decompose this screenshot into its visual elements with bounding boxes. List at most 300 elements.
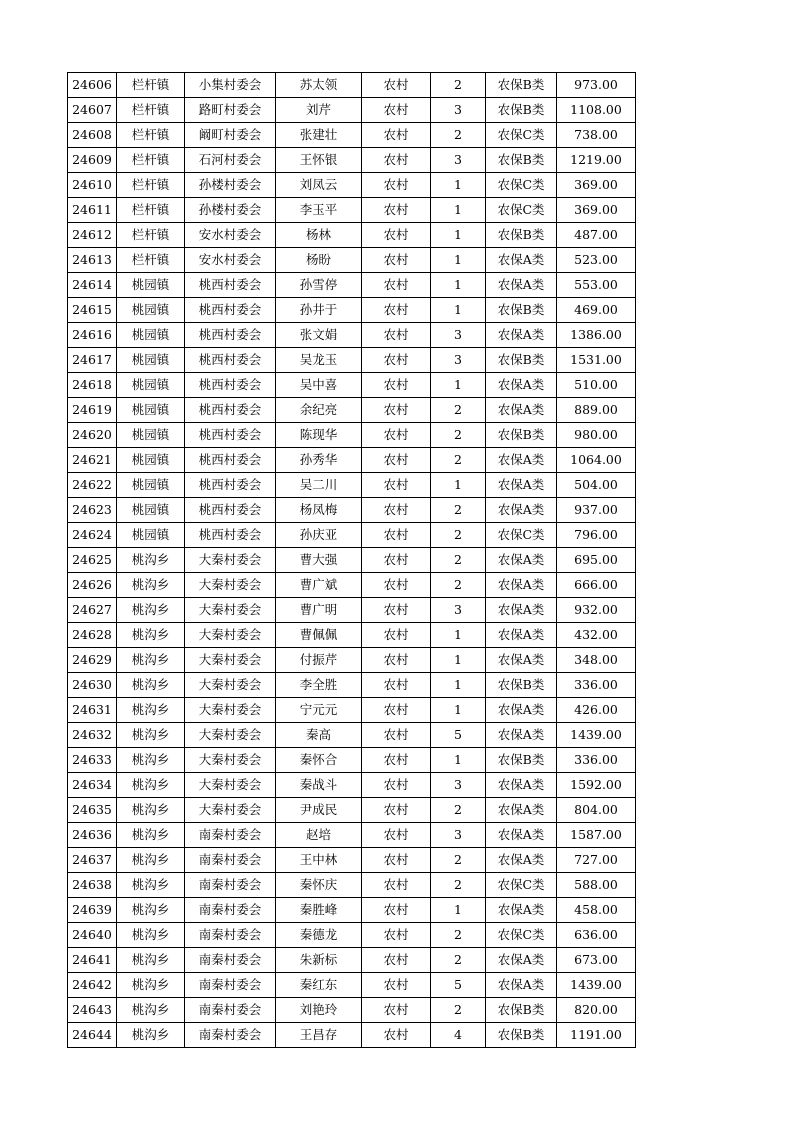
- area-type-cell: 农村: [362, 698, 431, 723]
- town-cell: 桃沟乡: [117, 573, 185, 598]
- town-cell: 桃园镇: [117, 473, 185, 498]
- area-type-cell: 农村: [362, 723, 431, 748]
- household-size-cell: 5: [431, 723, 486, 748]
- household-size-cell: 2: [431, 923, 486, 948]
- town-cell: 桃沟乡: [117, 848, 185, 873]
- village-committee-cell: 南秦村委会: [185, 848, 276, 873]
- amount-cell: 1439.00: [557, 723, 636, 748]
- insurance-category-cell: 农保A类: [486, 448, 557, 473]
- amount-cell: 504.00: [557, 473, 636, 498]
- household-size-cell: 1: [431, 473, 486, 498]
- insurance-category-cell: 农保B类: [486, 998, 557, 1023]
- amount-cell: 666.00: [557, 573, 636, 598]
- town-cell: 桃园镇: [117, 498, 185, 523]
- town-cell: 桃园镇: [117, 298, 185, 323]
- area-type-cell: 农村: [362, 773, 431, 798]
- insurance-category-cell: 农保B类: [486, 1023, 557, 1048]
- insurance-category-cell: 农保A类: [486, 248, 557, 273]
- area-type-cell: 农村: [362, 448, 431, 473]
- table-row: [68, 998, 636, 1023]
- area-type-cell: 农村: [362, 923, 431, 948]
- household-size-cell: 1: [431, 198, 486, 223]
- insurance-category-cell: 农保B类: [486, 298, 557, 323]
- table-row: [68, 923, 636, 948]
- record-id-cell: 24626: [68, 573, 117, 598]
- insurance-category-cell: 农保A类: [486, 498, 557, 523]
- name-cell: 孙雪停: [276, 273, 362, 298]
- table-row: [68, 623, 636, 648]
- town-cell: 桃沟乡: [117, 873, 185, 898]
- village-committee-cell: 桃西村委会: [185, 348, 276, 373]
- household-size-cell: 1: [431, 273, 486, 298]
- record-id-cell: 24642: [68, 973, 117, 998]
- amount-cell: 738.00: [557, 123, 636, 148]
- table-row: [68, 73, 636, 98]
- table-row: [68, 723, 636, 748]
- household-size-cell: 2: [431, 398, 486, 423]
- household-size-cell: 1: [431, 898, 486, 923]
- household-size-cell: 3: [431, 148, 486, 173]
- area-type-cell: 农村: [362, 473, 431, 498]
- area-type-cell: 农村: [362, 948, 431, 973]
- record-id-cell: 24627: [68, 598, 117, 623]
- village-committee-cell: 孙楼村委会: [185, 198, 276, 223]
- village-committee-cell: 孙楼村委会: [185, 173, 276, 198]
- area-type-cell: 农村: [362, 873, 431, 898]
- area-type-cell: 农村: [362, 398, 431, 423]
- household-size-cell: 2: [431, 848, 486, 873]
- household-size-cell: 2: [431, 448, 486, 473]
- name-cell: 王中林: [276, 848, 362, 873]
- table-row: [68, 273, 636, 298]
- household-size-cell: 2: [431, 523, 486, 548]
- town-cell: 桃沟乡: [117, 898, 185, 923]
- town-cell: 桃沟乡: [117, 823, 185, 848]
- household-size-cell: 5: [431, 973, 486, 998]
- village-committee-cell: 南秦村委会: [185, 898, 276, 923]
- record-id-cell: 24620: [68, 423, 117, 448]
- household-size-cell: 2: [431, 948, 486, 973]
- village-committee-cell: 桃西村委会: [185, 323, 276, 348]
- amount-cell: 636.00: [557, 923, 636, 948]
- insurance-category-cell: 农保B类: [486, 423, 557, 448]
- record-id-cell: 24635: [68, 798, 117, 823]
- insurance-category-cell: 农保A类: [486, 373, 557, 398]
- name-cell: 苏太领: [276, 73, 362, 98]
- area-type-cell: 农村: [362, 148, 431, 173]
- name-cell: 付振芹: [276, 648, 362, 673]
- amount-cell: 932.00: [557, 598, 636, 623]
- village-committee-cell: 大秦村委会: [185, 598, 276, 623]
- record-id-cell: 24625: [68, 548, 117, 573]
- table-row: [68, 173, 636, 198]
- town-cell: 桃沟乡: [117, 723, 185, 748]
- insurance-category-cell: 农保A类: [486, 898, 557, 923]
- name-cell: 秦胜峰: [276, 898, 362, 923]
- village-committee-cell: 南秦村委会: [185, 923, 276, 948]
- town-cell: 桃沟乡: [117, 998, 185, 1023]
- town-cell: 桃园镇: [117, 448, 185, 473]
- village-committee-cell: 石河村委会: [185, 148, 276, 173]
- amount-cell: 673.00: [557, 948, 636, 973]
- area-type-cell: 农村: [362, 423, 431, 448]
- household-size-cell: 1: [431, 173, 486, 198]
- name-cell: 王昌存: [276, 1023, 362, 1048]
- name-cell: 张建壮: [276, 123, 362, 148]
- name-cell: 孙井于: [276, 298, 362, 323]
- household-size-cell: 1: [431, 298, 486, 323]
- amount-cell: 1386.00: [557, 323, 636, 348]
- insurance-category-cell: 农保A类: [486, 973, 557, 998]
- village-committee-cell: 大秦村委会: [185, 723, 276, 748]
- area-type-cell: 农村: [362, 523, 431, 548]
- table-row: [68, 573, 636, 598]
- insurance-category-cell: 农保C类: [486, 873, 557, 898]
- table-row: [68, 473, 636, 498]
- name-cell: 曹佩佩: [276, 623, 362, 648]
- table-row: [68, 973, 636, 998]
- record-id-cell: 24634: [68, 773, 117, 798]
- name-cell: 孙秀华: [276, 448, 362, 473]
- table-row: [68, 298, 636, 323]
- record-id-cell: 24641: [68, 948, 117, 973]
- table-body: [68, 73, 636, 1048]
- town-cell: 桃沟乡: [117, 748, 185, 773]
- village-committee-cell: 桃西村委会: [185, 298, 276, 323]
- town-cell: 桃园镇: [117, 423, 185, 448]
- town-cell: 栏杆镇: [117, 198, 185, 223]
- household-size-cell: 2: [431, 498, 486, 523]
- name-cell: 朱新标: [276, 948, 362, 973]
- household-size-cell: 1: [431, 373, 486, 398]
- amount-cell: 469.00: [557, 298, 636, 323]
- record-id-cell: 24612: [68, 223, 117, 248]
- insurance-category-cell: 农保A类: [486, 648, 557, 673]
- village-committee-cell: 南秦村委会: [185, 1023, 276, 1048]
- insurance-category-cell: 农保A类: [486, 573, 557, 598]
- name-cell: 秦怀合: [276, 748, 362, 773]
- name-cell: 赵培: [276, 823, 362, 848]
- name-cell: 李全胜: [276, 673, 362, 698]
- amount-cell: 1064.00: [557, 448, 636, 473]
- amount-cell: 369.00: [557, 198, 636, 223]
- town-cell: 桃沟乡: [117, 1023, 185, 1048]
- amount-cell: 432.00: [557, 623, 636, 648]
- area-type-cell: 农村: [362, 273, 431, 298]
- record-id-cell: 24643: [68, 998, 117, 1023]
- name-cell: 杨凤梅: [276, 498, 362, 523]
- household-size-cell: 2: [431, 423, 486, 448]
- amount-cell: 804.00: [557, 798, 636, 823]
- table-row: [68, 248, 636, 273]
- village-committee-cell: 桃西村委会: [185, 523, 276, 548]
- table-row: [68, 798, 636, 823]
- insurance-category-cell: 农保A类: [486, 773, 557, 798]
- record-id-cell: 24633: [68, 748, 117, 773]
- name-cell: 尹成民: [276, 798, 362, 823]
- area-type-cell: 农村: [362, 848, 431, 873]
- insurance-category-cell: 农保C类: [486, 923, 557, 948]
- village-committee-cell: 大秦村委会: [185, 623, 276, 648]
- household-size-cell: 1: [431, 648, 486, 673]
- amount-cell: 369.00: [557, 173, 636, 198]
- household-size-cell: 2: [431, 123, 486, 148]
- area-type-cell: 农村: [362, 973, 431, 998]
- record-id-cell: 24636: [68, 823, 117, 848]
- area-type-cell: 农村: [362, 173, 431, 198]
- name-cell: 杨盼: [276, 248, 362, 273]
- town-cell: 栏杆镇: [117, 123, 185, 148]
- village-committee-cell: 南秦村委会: [185, 873, 276, 898]
- town-cell: 桃沟乡: [117, 973, 185, 998]
- area-type-cell: 农村: [362, 198, 431, 223]
- name-cell: 宁元元: [276, 698, 362, 723]
- name-cell: 曹广明: [276, 598, 362, 623]
- village-committee-cell: 南秦村委会: [185, 973, 276, 998]
- amount-cell: 336.00: [557, 673, 636, 698]
- household-size-cell: 1: [431, 698, 486, 723]
- insurance-category-cell: 农保A类: [486, 548, 557, 573]
- name-cell: 曹大强: [276, 548, 362, 573]
- household-size-cell: 1: [431, 673, 486, 698]
- town-cell: 桃沟乡: [117, 773, 185, 798]
- amount-cell: 1439.00: [557, 973, 636, 998]
- area-type-cell: 农村: [362, 298, 431, 323]
- record-id-cell: 24609: [68, 148, 117, 173]
- area-type-cell: 农村: [362, 623, 431, 648]
- insurance-category-cell: 农保B类: [486, 673, 557, 698]
- table-row: [68, 748, 636, 773]
- name-cell: 吴中喜: [276, 373, 362, 398]
- table-row: [68, 823, 636, 848]
- town-cell: 桃沟乡: [117, 673, 185, 698]
- name-cell: 杨林: [276, 223, 362, 248]
- area-type-cell: 农村: [362, 323, 431, 348]
- town-cell: 桃沟乡: [117, 598, 185, 623]
- record-id-cell: 24628: [68, 623, 117, 648]
- table-row: [68, 398, 636, 423]
- table-row: [68, 848, 636, 873]
- amount-cell: 980.00: [557, 423, 636, 448]
- record-id-cell: 24637: [68, 848, 117, 873]
- area-type-cell: 农村: [362, 373, 431, 398]
- household-size-cell: 1: [431, 623, 486, 648]
- area-type-cell: 农村: [362, 348, 431, 373]
- town-cell: 栏杆镇: [117, 223, 185, 248]
- amount-cell: 973.00: [557, 73, 636, 98]
- name-cell: 张文娟: [276, 323, 362, 348]
- insurance-category-cell: 农保A类: [486, 473, 557, 498]
- insurance-category-cell: 农保A类: [486, 798, 557, 823]
- area-type-cell: 农村: [362, 123, 431, 148]
- village-committee-cell: 桃西村委会: [185, 498, 276, 523]
- town-cell: 栏杆镇: [117, 73, 185, 98]
- insurance-category-cell: 农保A类: [486, 273, 557, 298]
- town-cell: 桃沟乡: [117, 548, 185, 573]
- name-cell: 秦高: [276, 723, 362, 748]
- table-row: [68, 98, 636, 123]
- record-id-cell: 24615: [68, 298, 117, 323]
- village-committee-cell: 安水村委会: [185, 248, 276, 273]
- record-id-cell: 24640: [68, 923, 117, 948]
- name-cell: 吴二川: [276, 473, 362, 498]
- town-cell: 桃沟乡: [117, 948, 185, 973]
- amount-cell: 1531.00: [557, 348, 636, 373]
- village-committee-cell: 桃西村委会: [185, 423, 276, 448]
- record-id-cell: 24617: [68, 348, 117, 373]
- amount-cell: 1108.00: [557, 98, 636, 123]
- amount-cell: 458.00: [557, 898, 636, 923]
- record-id-cell: 24621: [68, 448, 117, 473]
- amount-cell: 727.00: [557, 848, 636, 873]
- insurance-category-cell: 农保A类: [486, 598, 557, 623]
- record-id-cell: 24632: [68, 723, 117, 748]
- record-id-cell: 24619: [68, 398, 117, 423]
- record-id-cell: 24606: [68, 73, 117, 98]
- name-cell: 刘艳玲: [276, 998, 362, 1023]
- table-row: [68, 898, 636, 923]
- amount-cell: 1219.00: [557, 148, 636, 173]
- household-size-cell: 3: [431, 598, 486, 623]
- insurance-category-cell: 农保B类: [486, 348, 557, 373]
- household-size-cell: 1: [431, 248, 486, 273]
- record-id-cell: 24607: [68, 98, 117, 123]
- name-cell: 秦怀庆: [276, 873, 362, 898]
- town-cell: 栏杆镇: [117, 248, 185, 273]
- household-size-cell: 1: [431, 223, 486, 248]
- record-id-cell: 24622: [68, 473, 117, 498]
- name-cell: 秦红东: [276, 973, 362, 998]
- town-cell: 栏杆镇: [117, 148, 185, 173]
- record-id-cell: 24613: [68, 248, 117, 273]
- amount-cell: 553.00: [557, 273, 636, 298]
- record-id-cell: 24639: [68, 898, 117, 923]
- record-id-cell: 24631: [68, 698, 117, 723]
- amount-cell: 889.00: [557, 398, 636, 423]
- insurance-category-cell: 农保A类: [486, 848, 557, 873]
- insurance-category-cell: 农保B类: [486, 148, 557, 173]
- village-committee-cell: 小集村委会: [185, 73, 276, 98]
- household-size-cell: 3: [431, 823, 486, 848]
- table-row: [68, 223, 636, 248]
- town-cell: 桃园镇: [117, 398, 185, 423]
- table-row: [68, 873, 636, 898]
- table-row: [68, 648, 636, 673]
- village-committee-cell: 大秦村委会: [185, 748, 276, 773]
- village-committee-cell: 大秦村委会: [185, 773, 276, 798]
- insurance-category-cell: 农保C类: [486, 523, 557, 548]
- household-size-cell: 3: [431, 323, 486, 348]
- household-size-cell: 1: [431, 748, 486, 773]
- name-cell: 吴龙玉: [276, 348, 362, 373]
- table-row: [68, 948, 636, 973]
- record-id-cell: 24610: [68, 173, 117, 198]
- table-row: [68, 198, 636, 223]
- village-committee-cell: 桃西村委会: [185, 373, 276, 398]
- insurance-category-cell: 农保A类: [486, 948, 557, 973]
- village-committee-cell: 桃西村委会: [185, 448, 276, 473]
- name-cell: 刘芹: [276, 98, 362, 123]
- beneficiary-table: [67, 72, 636, 1048]
- table-row: [68, 698, 636, 723]
- insurance-category-cell: 农保B类: [486, 98, 557, 123]
- record-id-cell: 24629: [68, 648, 117, 673]
- town-cell: 桃园镇: [117, 523, 185, 548]
- amount-cell: 937.00: [557, 498, 636, 523]
- area-type-cell: 农村: [362, 748, 431, 773]
- amount-cell: 1592.00: [557, 773, 636, 798]
- area-type-cell: 农村: [362, 98, 431, 123]
- village-committee-cell: 安水村委会: [185, 223, 276, 248]
- town-cell: 桃沟乡: [117, 623, 185, 648]
- household-size-cell: 3: [431, 348, 486, 373]
- household-size-cell: 2: [431, 873, 486, 898]
- name-cell: 陈现华: [276, 423, 362, 448]
- record-id-cell: 24614: [68, 273, 117, 298]
- insurance-category-cell: 农保A类: [486, 323, 557, 348]
- town-cell: 桃沟乡: [117, 798, 185, 823]
- household-size-cell: 2: [431, 998, 486, 1023]
- amount-cell: 487.00: [557, 223, 636, 248]
- record-id-cell: 24644: [68, 1023, 117, 1048]
- town-cell: 桃园镇: [117, 348, 185, 373]
- table-row: [68, 523, 636, 548]
- amount-cell: 820.00: [557, 998, 636, 1023]
- record-id-cell: 24616: [68, 323, 117, 348]
- table-row: [68, 673, 636, 698]
- area-type-cell: 农村: [362, 548, 431, 573]
- insurance-category-cell: 农保A类: [486, 723, 557, 748]
- table-row: [68, 148, 636, 173]
- area-type-cell: 农村: [362, 648, 431, 673]
- name-cell: 余纪亮: [276, 398, 362, 423]
- table-row: [68, 1023, 636, 1048]
- village-committee-cell: 桃西村委会: [185, 398, 276, 423]
- name-cell: 刘凤云: [276, 173, 362, 198]
- amount-cell: 695.00: [557, 548, 636, 573]
- village-committee-cell: 桃西村委会: [185, 273, 276, 298]
- record-id-cell: 24618: [68, 373, 117, 398]
- amount-cell: 1587.00: [557, 823, 636, 848]
- insurance-category-cell: 农保C类: [486, 198, 557, 223]
- area-type-cell: 农村: [362, 998, 431, 1023]
- village-committee-cell: 大秦村委会: [185, 648, 276, 673]
- table-row: [68, 448, 636, 473]
- name-cell: 秦战斗: [276, 773, 362, 798]
- insurance-category-cell: 农保B类: [486, 73, 557, 98]
- amount-cell: 510.00: [557, 373, 636, 398]
- record-id-cell: 24624: [68, 523, 117, 548]
- household-size-cell: 2: [431, 798, 486, 823]
- area-type-cell: 农村: [362, 823, 431, 848]
- insurance-category-cell: 农保C类: [486, 123, 557, 148]
- village-committee-cell: 大秦村委会: [185, 673, 276, 698]
- table-row: [68, 348, 636, 373]
- record-id-cell: 24630: [68, 673, 117, 698]
- table-row: [68, 323, 636, 348]
- village-committee-cell: 南秦村委会: [185, 948, 276, 973]
- record-id-cell: 24623: [68, 498, 117, 523]
- insurance-category-cell: 农保A类: [486, 623, 557, 648]
- village-committee-cell: 阚町村委会: [185, 123, 276, 148]
- village-committee-cell: 南秦村委会: [185, 823, 276, 848]
- household-size-cell: 4: [431, 1023, 486, 1048]
- area-type-cell: 农村: [362, 673, 431, 698]
- village-committee-cell: 大秦村委会: [185, 573, 276, 598]
- village-committee-cell: 路町村委会: [185, 98, 276, 123]
- town-cell: 栏杆镇: [117, 98, 185, 123]
- village-committee-cell: 南秦村委会: [185, 998, 276, 1023]
